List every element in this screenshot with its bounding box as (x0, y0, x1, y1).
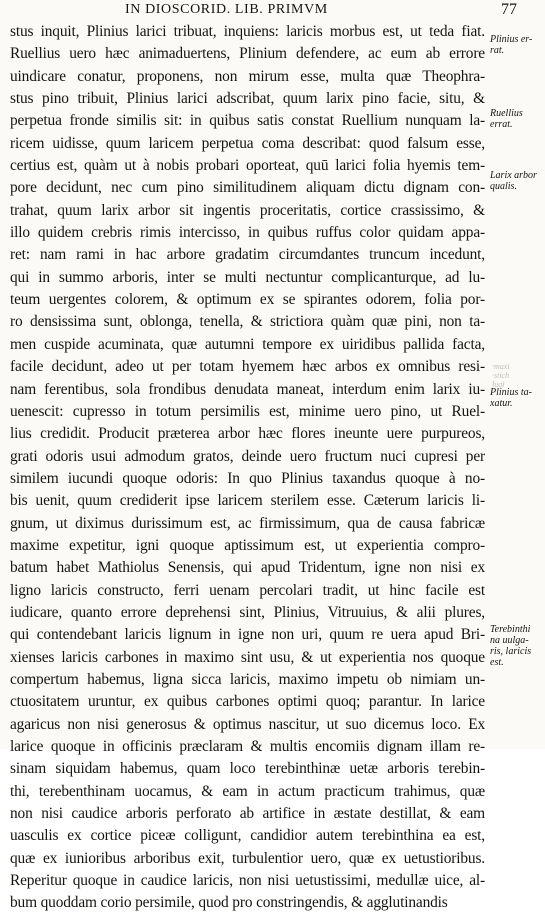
body-text-line: bum quoddam corio persimile, quod pro constringendis, & agglutinandis (10, 894, 448, 912)
marginal-note-terebinthina (490, 624, 545, 668)
marginal-note-line: est. (490, 657, 504, 668)
body-text-line: bis uenit, quum crediderit ipse laricem sterilem esse. Cæterum laricis li- (10, 492, 485, 510)
body-text-line: qui contendebant laricis lignum in igne non uri, quum re uera apud Bri- (10, 626, 485, 644)
body-text-line: ligno laricis constructo, ferri uenam percolari tradit, ut hinc facile est (10, 581, 485, 599)
marginal-note-line: qualis. (490, 181, 517, 192)
body-text-line: qui in summo arboris, inter se multi nectuntur complicanturque, ad lu- (10, 268, 485, 286)
marginal-note-larix-arbor (490, 170, 545, 192)
marginal-note-line: Ruellius (490, 108, 523, 119)
body-text-line: nam ferentibus, sola frondibus denudata maneat, interdum enim larix iu- (10, 380, 485, 398)
body-text-line: trahat, quum larix arbor sit ingentis proceritatis, cortice crassissimo, & (10, 201, 485, 219)
body-text-line: iudicare, quanto errore deprehensi sint, Plinius, Vitruuius, & alii plures, (10, 603, 485, 621)
body-text-line: Ruellius uero hæc animaduertens, Plinium defendere, ac eum ab errore (10, 45, 485, 63)
body-text-line: similem iucundi quoque odoris: In quo Plinius taxandus quoque à no- (10, 469, 485, 487)
body-text-line: gnum, ut diximus durissimum est, ac firmissimum, qua de causa fabricæ (10, 514, 485, 532)
body-text-line: sinam siquidam habemus, quam loco terebinthinæ uetæ arboris terebin- (10, 760, 485, 778)
body-text-line: facile decidunt, adeo ut per totam hyemem hæc arbos ex omnibus resi- (10, 358, 485, 376)
body-text-line: pore decidunt, nec cum pino similitudinem aliquam dictu dignam con- (10, 179, 485, 197)
body-text-line: illo quidem crebris rimis intercisso, in quibus ruffus color quidam appa- (10, 224, 485, 242)
body-text-line: men cuspide acuminata, quæ autumni tempore ex uiridibus pallida facta, (10, 335, 485, 353)
marginal-note-plinius-taxatur (490, 387, 545, 409)
marginal-note-ruellius-errat (490, 108, 545, 130)
marginal-note-line: Plinius ta- (490, 387, 532, 398)
body-text-line: larice quoque in officinis præclaram & multis encomiis dignam illam re- (10, 738, 485, 755)
bleed-through-line: ·stich (492, 371, 510, 380)
body-text-line: xienses laricis carbones in maximo sint usu, & ut experientia nos quoque (10, 648, 485, 666)
marginal-note-line: errat. (490, 119, 513, 130)
body-text-line: teum uergentes colorem, & optimum ex se spirantes odorem, folia por- (10, 291, 485, 309)
marginal-note-line: Terebinthi (490, 624, 531, 635)
page-number: 77 (501, 1, 517, 18)
body-text (10, 21, 485, 915)
body-text-line: stus pino tribuit, Plinius larici adscribat, quum larix pino facie, situ, & (10, 90, 485, 108)
marginal-note-line: Plinius er- (490, 34, 533, 45)
body-text-line: uasculis ex cortice piceæ colligunt, candidior autem terebinthina ea est, (10, 827, 485, 845)
body-text-line: ricem uidisse, quum laricem perpetua coma describat: quod falsum esse, (10, 134, 485, 152)
body-text-line: quæ ex iunioribus arboribus exit, turbulentior uero, quæ ex uetustioribus. (10, 849, 485, 867)
body-text-line: uindicare conatur, proponens, non mirum esse, multa quæ Theophra- (10, 67, 485, 85)
body-text-line: ctuositatem uruntur, ex quibus carbones optimi quoq; parantur. In larice (10, 693, 485, 711)
bleed-through-text (492, 362, 542, 389)
body-text-line: Reperitur quoque in caudice laricis, non nisi uetustissimi, medullæ uice, al- (10, 872, 485, 890)
marginal-note-line: na uulga- (490, 635, 529, 646)
body-text-line: ret: nam rami in hac arbore gradatim circumdantes truncum incedunt, (10, 246, 485, 264)
body-text-line: batum habet Mathiolus Senensis, qui apud Tridentum, igne non nisi ex (10, 559, 485, 577)
body-text-line: compertum habemus, ligna sicca laricis, maximo impetu ob nimiam un- (10, 670, 485, 688)
marginal-note-line: Larix arbor (490, 170, 537, 181)
bleed-through-line: lugi (492, 380, 505, 389)
body-text-line: grati odoris usui admodum gratos, deinde uero fructum nuci cupresi per (10, 447, 485, 465)
body-text-line: stus inquit, Plinius larici tribuat, inquiens: laricis morbus est, ut teda fiat. (10, 23, 485, 40)
body-text-line: agaricus non nisi generosus & optimus nascitur, ut suo dicemus loco. Ex (10, 715, 485, 733)
running-head: IN DIOSCORID. LIB. PRIMVM (125, 2, 328, 17)
body-text-line: uenescit: cupresso in totum persimilis est, minime uero pino, ut Ruel- (10, 402, 485, 420)
body-text-line: maxime expetitur, igni quoque aptissimum est, ut experientia compro- (10, 536, 485, 554)
body-text-line: non nisi caudice arboris perforato ab artifice in æstate destillat, & eam (10, 805, 485, 823)
marginal-note-line: xatur. (490, 398, 513, 409)
body-text-line: thi, terebenthinam uocamus, & eam in actum practicum trahimus, quæ (10, 782, 485, 800)
marginal-note-plinius-errat (490, 34, 545, 56)
marginal-note-line: rat. (490, 45, 505, 56)
bleed-through-line: ·maxi (492, 362, 510, 371)
body-text-line: ro densissima sunt, oblonga, tenella, & strictiora quàm quæ pini, non ta- (10, 313, 485, 331)
body-text-line: certius est, quàm ut à nobis probari oporteat, quū larici folia hyemis tem- (10, 157, 485, 175)
body-text-line: perpetua fronde similis sit: in quibus satis constat Ruellium nunquam la- (10, 112, 485, 130)
body-text-line: lius credidit. Producit præterea arbor hæc flores ineunte uere purpureos, (10, 425, 485, 443)
marginal-note-line: ris, laricis (490, 646, 532, 657)
